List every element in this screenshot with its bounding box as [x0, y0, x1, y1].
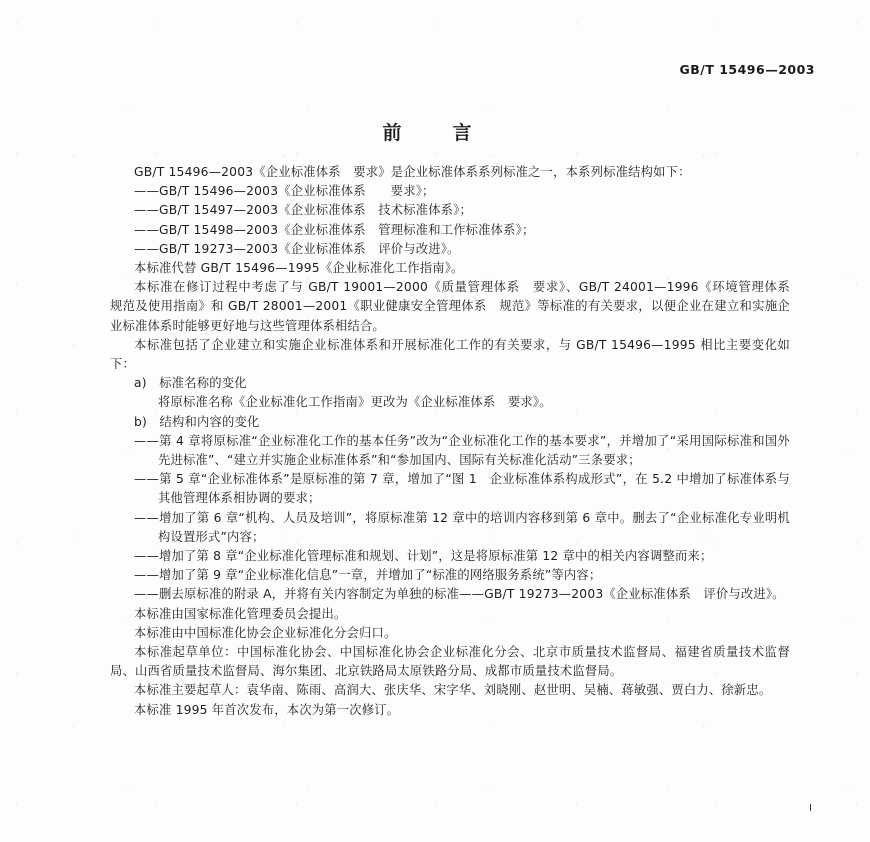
paragraph: ——GB/T 15497—2003《企业标准体系 技术标准体系》； [134, 203, 473, 218]
standard-number-header: GB/T 15496—2003 [679, 62, 815, 77]
paragraph: GB/T 15496—2003《企业标准体系 要求》是企业标准体系系列标准之一，本系列标准结构如下： [134, 165, 691, 179]
paragraph: ——GB/T 15496—2003《企业标准体系 要求》； [134, 184, 435, 199]
paragraph: 本标准 1995 年首次发布，本次为第一次修订。 [134, 702, 400, 717]
list-item: a) 标准名称的变化 [134, 376, 247, 391]
list-item: ——第 4 章将原标准“企业标准化工作的基本任务”改为“企业标准化工作的基本要求”，并增加了“采用国际标准和国外先进标准”、“建立并实施企业标准体系”和“参加国内、国际有关标准化活动”三条要求； [134, 433, 790, 468]
page-number: I [809, 803, 812, 814]
paragraph: 本标准起草单位：中国标准化协会、中国标准化协会企业标准化分会、北京市质量技术监督局、福建省质量技术监督局、山西省质量技术监督局、海尔集团、北京铁路局太原铁路分局、成都市质量技术监督局。 [110, 645, 790, 679]
list-item: ——增加了第 6 章“机构、人员及培训”，将原标准第 12 章中的培训内容移到第 6 章中。删去了“企业标准化专业明机构设置形式”内容； [134, 510, 790, 544]
paragraph: 本标准主要起草人：袁华南、陈雨、高润大、张庆华、宋字华、刘晓刚、赵世明、吴楠、蒋敏强、贾白力、徐新忠。 [134, 683, 772, 698]
list-item: b) 结构和内容的变化 [134, 414, 260, 429]
list-item: ——增加了第 9 章“企业标准化信息”一章，并增加了“标准的网络服务系统”等内容； [134, 568, 602, 583]
page-title: 前 言 [382, 122, 488, 144]
paragraph: ——GB/T 15498—2003《企业标准体系 管理标准和工作标准体系》； [134, 222, 535, 237]
paragraph: 本标准在修订过程中考虑了与 GB/T 19001—2000《质量管理体系 要求》、GB/T 24001—1996《环境管理体系 规范及使用指南》和 GB/T 28001—2001《职业健康安全管理体系 规范》等标准的有关要求，以便企业在建立和实施企业标准体系时能够更好地与这些管理体系相结合。 [110, 280, 803, 333]
paragraph: 本标准代替 GB/T 15496—1995《企业标准化工作指南》。 [134, 261, 464, 276]
paragraph: 本标准由中国标准化协会企业标准化分会归口。 [134, 625, 397, 640]
paragraph: 本标准包括了企业建立和实施企业标准体系和开展标准化工作的有关要求，与 GB/T 15496—1995 相比主要变化如下： [110, 337, 790, 372]
paragraph: 本标准由国家标准化管理委员会提出。 [134, 606, 347, 621]
list-item: ——增加了第 8 章“企业标准化管理标准和规划、计划”，这是将原标准第 12 章中的相关内容调整而来； [134, 549, 713, 564]
foreword-body [110, 163, 803, 720]
list-item: ——删去原标准的附录 A，并将有关内容制定为单独的标准——GB/T 19273—2003《企业标准体系 评价与改进》。 [134, 587, 785, 602]
paragraph: ——GB/T 19273—2003《企业标准体系 评价与改进》。 [134, 241, 460, 256]
list-item: ——第 5 章“企业标准体系”是原标准的第 7 章，增加了“图 1 企业标准体系构成形式”，在 5.2 中增加了标准体系与其他管理体系相协调的要求； [134, 472, 790, 506]
paragraph: 将原标准名称《企业标准化工作指南》更改为《企业标准体系 要求》。 [158, 395, 552, 410]
